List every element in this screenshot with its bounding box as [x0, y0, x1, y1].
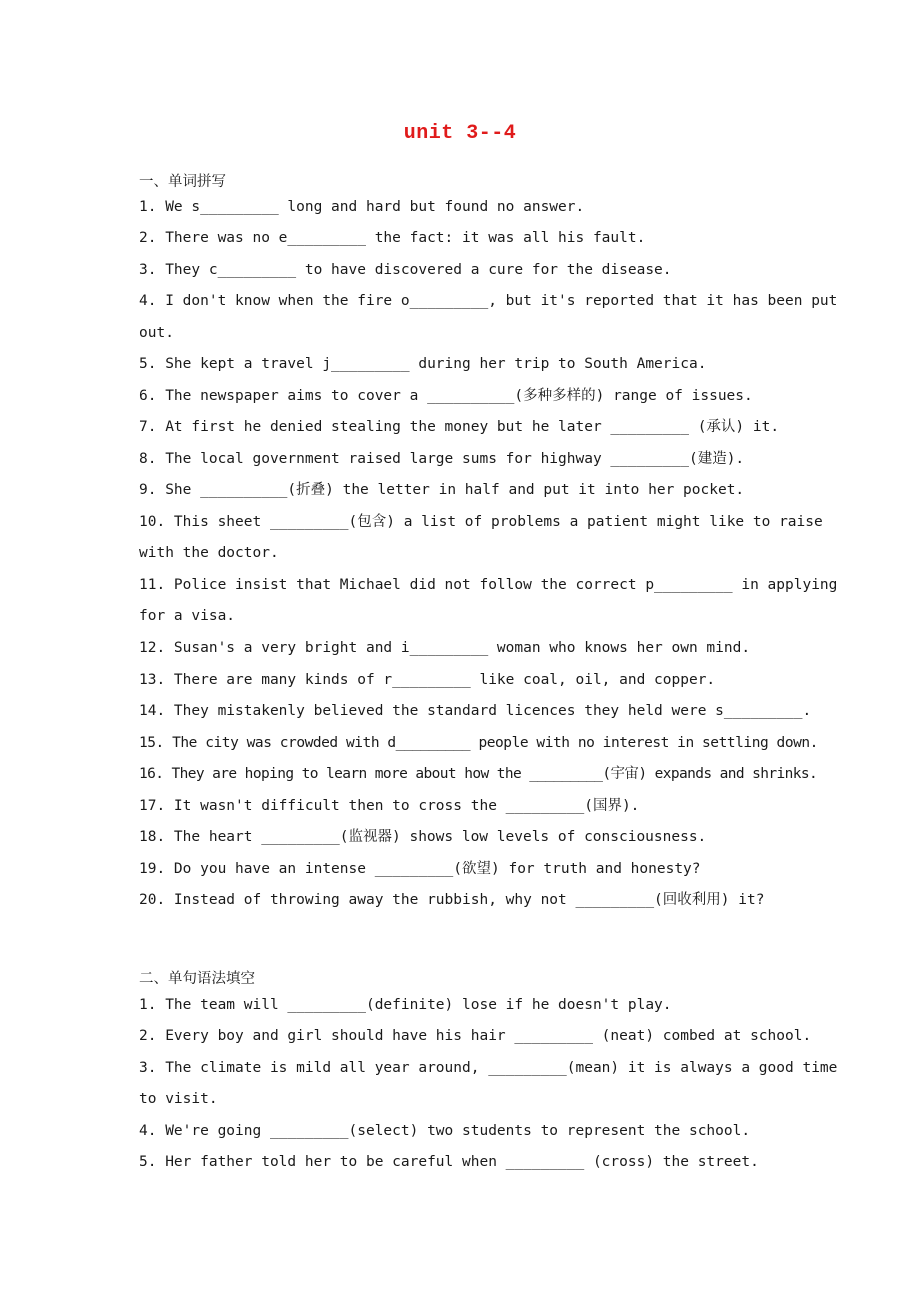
- page-title: unit 3--4: [403, 122, 517, 145]
- question-line: 4. We're going _________(select) two students to represent the school.: [139, 1123, 751, 1139]
- question-line: 7. At first he denied stealing the money but he later _________ (承认) it.: [139, 419, 780, 435]
- question-line: 20. Instead of throwing away the rubbish, why not _________(回收利用) it?: [139, 892, 765, 908]
- question-line: 12. Susan's a very bright and i_________ woman who knows her own mind.: [139, 640, 751, 656]
- question-line: 8. The local government raised large sums for highway _________(建造).: [139, 451, 745, 467]
- question-line-continued: with the doctor.: [139, 545, 279, 561]
- question-line: 14. They mistakenly believed the standard licences they held were s_________.: [139, 703, 812, 719]
- question-line: 6. The newspaper aims to cover a __________(多种多样的) range of issues.: [139, 388, 753, 404]
- question-line: 16. They are hoping to learn more about how the _________(宇宙) expands and shrinks.: [139, 766, 818, 782]
- question-line: 2. Every boy and girl should have his hair _________ (neat) combed at school.: [139, 1028, 812, 1044]
- question-line: 11. Police insist that Michael did not follow the correct p_________ in applying: [139, 577, 838, 593]
- question-line: 10. This sheet _________(包含) a list of problems a patient might like to raise: [139, 514, 823, 530]
- question-line: 17. It wasn't difficult then to cross the _________(国界).: [139, 798, 640, 814]
- question-line-continued: out.: [139, 325, 174, 341]
- question-line: 18. The heart _________(监视器) shows low levels of consciousness.: [139, 829, 707, 845]
- question-line: 13. There are many kinds of r_________ like coal, oil, and copper.: [139, 672, 716, 688]
- question-line: 3. The climate is mild all year around, _________(mean) it is always a good time: [139, 1060, 838, 1076]
- question-line: 5. She kept a travel j_________ during her trip to South America.: [139, 356, 707, 372]
- question-line: 1. We s_________ long and hard but found no answer.: [139, 199, 585, 215]
- section-2-heading: 二、单句语法填空: [139, 971, 255, 987]
- question-line: 3. They c_________ to have discovered a cure for the disease.: [139, 262, 672, 278]
- section-1-heading: 一、单词拼写: [139, 174, 226, 190]
- question-line: 2. There was no e_________ the fact: it was all his fault.: [139, 230, 646, 246]
- question-line-continued: for a visa.: [139, 608, 236, 624]
- question-line: 4. I don't know when the fire o_________, but it's reported that it has been put: [139, 293, 838, 309]
- question-line: 5. Her father told her to be careful when _________ (cross) the street.: [139, 1154, 759, 1170]
- question-line: 19. Do you have an intense _________(欲望) for truth and honesty?: [139, 861, 701, 877]
- question-line: 15. The city was crowded with d_________ people with no interest in settling down.: [139, 735, 818, 751]
- question-line-continued: to visit.: [139, 1091, 218, 1107]
- question-line: 9. She __________(折叠) the letter in half and put it into her pocket.: [139, 482, 745, 498]
- question-line: 1. The team will _________(definite) lose if he doesn't play.: [139, 997, 672, 1013]
